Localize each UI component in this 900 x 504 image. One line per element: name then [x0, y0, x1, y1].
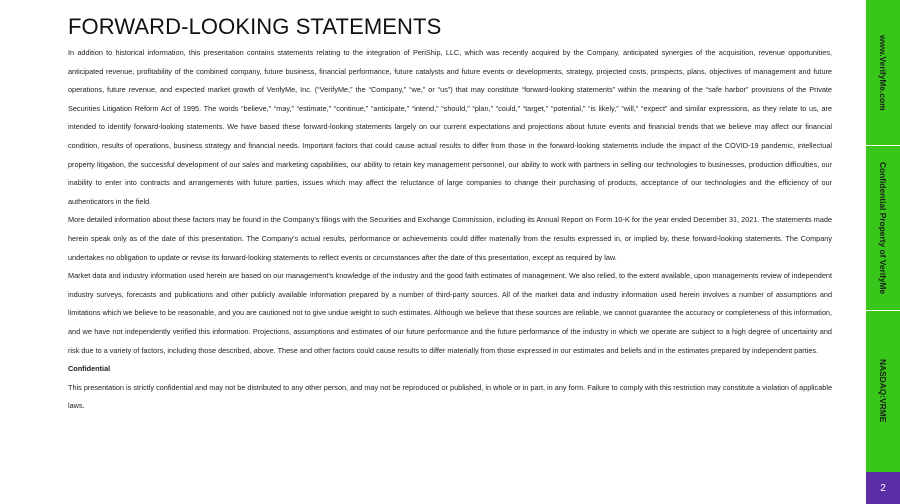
paragraph-confidential: This presentation is strictly confidential and may not be distributed to any other person, and may not be reproduced or published, in whole or in part, in any form. Failure to comply with this restriction may constitute a violation of applicable laws. — [68, 382, 832, 411]
page-number-box — [866, 472, 900, 504]
slide-body — [68, 44, 832, 416]
paragraph-forward-looking: In addition to historical information, this presentation contains statements relating to the integration of PeriShip, LLC, which was recently acquired by the Company, anticipated synergies of the acquisition, revenue opportunities, anticipated revenue, profitability of the combined company, future business, financial performance, future catalysts and future events or developments, strategy, projected costs, prospects, plans, objectives of management and future operations, future revenue, and expected market growth of VerifyMe, Inc. (“VerifyMe,” the “Company,” “we,” or “us”) that may constitute “forward-looking statements” within the meaning of the “safe harbor” provisions of the Private Securities Litigation Reform Act of 1995. The words “believe,” “may,” “estimate,” “continue,” “anticipate,” “intend,” “should,” “plan,” “could,” “target,” “potential,” “is likely,” “will,” “expect” and similar expressions, as they relate to us, are intended to identify forward-looking statements. We have based these forward-looking statements largely on our current expectations and projections about future events and financial trends that we believe may affect our financial condition, results of operations, business strategy and financial needs. Important factors that could cause actual results to differ from those in the forward-looking statements include the impact of the COVID-19 pandemic, intellectual property litigation, the successful development of our sales and marketing capabilities, our ability to retain key management personnel, our ability to work with partners in selling our technologies to businesses, production difficulties, our inability to enter into contracts and arrangements with future parties, issues which may affect the reluctance of large companies to change their purchasing of products, acceptance of our technologies and the efficiency of our authenticators in the field. — [68, 48, 832, 206]
website-label: www.VerifyMe.com — [878, 34, 888, 111]
ticker-label: NASDAQ:VRME — [878, 359, 888, 423]
sidebar-divider — [866, 145, 900, 146]
sidebar-divider — [866, 310, 900, 311]
paragraph-market-data: Market data and industry information used herein are based on our management’s knowledge of the industry and the good faith estimates of management. We also relied, to the extent available, upon managements review of independent industry surveys, forecasts and publications and other publicly available information prepared by a number of third-party sources. All of the market data and industry information used herein involves a number of assumptions and limitations which we believe to be reasonable, and you are cautioned not to give undue weight to such estimates. Although we believe that these sources are reliable, we cannot guarantee the accuracy or completeness of this information, and we have not independently verified this information. Projections, assumptions and estimates of our future performance and the future performance of the industry in which we operate are subject to a high degree of uncertainty and risk due to a variety of factors, including those described, above. These and other factors could cause results to differ materially from those expressed in our estimates and beliefs and in the estimates prepared by independent parties. — [68, 271, 832, 355]
confidential-heading: Confidential — [68, 364, 111, 374]
slide-title: FORWARD-LOOKING STATEMENTS — [68, 14, 442, 39]
paragraph-sec-filings: More detailed information about these factors may be found in the Company’s filings with the Securities and Exchange Commission, including its Annual Report on Form 10-K for the year ended December 31, 2021. The statements made herein speak only as of the date of this presentation. The Company’s actual results, performance or achievements could differ materially from the results expressed in, or implied by, these forward-looking statements. The Company undertakes no obligation to update or revise its forward-looking statements to reflect events or circumstances after the date of this presentation, except as required by law. — [68, 215, 832, 262]
confidential-property-label: Confidential Property of VerifyMe — [878, 161, 888, 295]
brand-sidebar — [866, 0, 900, 504]
page-number: 2 — [880, 482, 886, 494]
